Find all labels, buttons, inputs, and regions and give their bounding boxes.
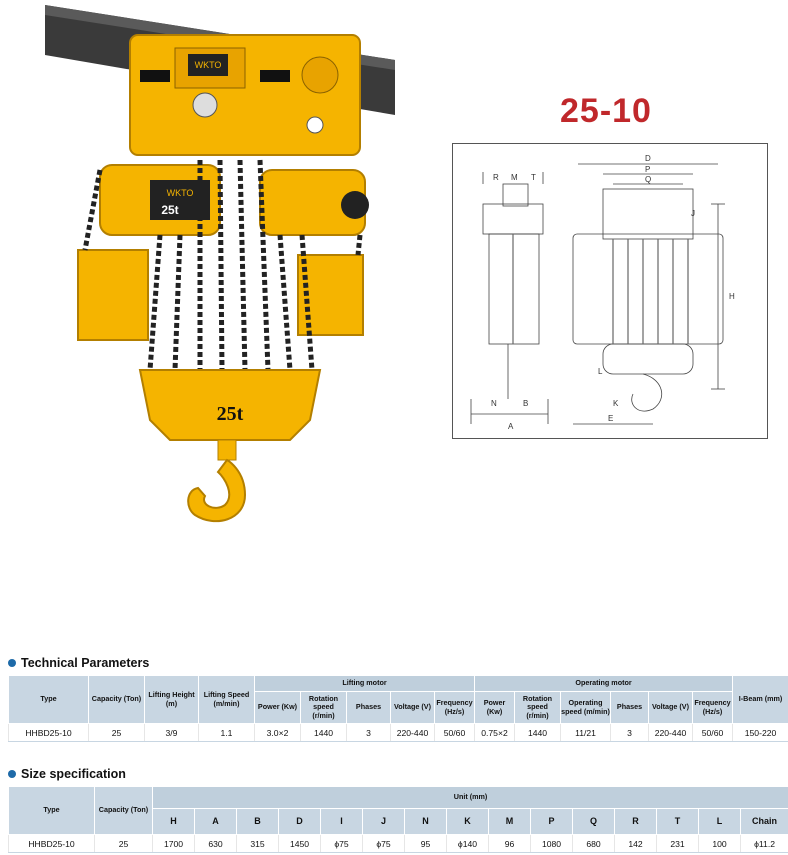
size-cell-a: 630: [195, 835, 237, 853]
size-cell-h: 1700: [153, 835, 195, 853]
bullet-icon: [8, 659, 16, 667]
cell-lm-frequency: 50/60: [435, 724, 475, 742]
size-header-k: K: [447, 809, 489, 835]
size-cell-r: 142: [615, 835, 657, 853]
dim-label-j: J: [691, 209, 695, 218]
dim-label-e: E: [608, 414, 614, 423]
size-cell-i: ϕ75: [321, 835, 363, 853]
size-specification-table: [8, 786, 788, 853]
header-lifting-speed: Lifting Speed (m/min): [199, 676, 255, 724]
table-row: [9, 724, 788, 742]
size-cell-chain: ϕ11.2: [741, 835, 788, 853]
size-header-d: D: [279, 809, 321, 835]
size-header-r: R: [615, 809, 657, 835]
header-lifting-height: Lifting Height (m): [145, 676, 199, 724]
dim-label-k: K: [613, 399, 619, 408]
header-capacity: Capacity (Ton): [89, 676, 145, 724]
cell-om-power: 0.75×2: [475, 724, 515, 742]
header-lifting-motor: Lifting motor: [255, 676, 475, 692]
size-header-h: H: [153, 809, 195, 835]
header-om-operating-speed: Operating speed (m/min): [561, 692, 611, 724]
model-title: 25-10: [560, 92, 652, 130]
dim-label-r: R: [493, 173, 499, 182]
cell-type: HHBD25-10: [9, 724, 89, 742]
table-row: [9, 835, 788, 853]
size-cell-capacity: 25: [95, 835, 153, 853]
capacity-mark-motor: 25t: [161, 203, 179, 217]
header-om-phases: Phases: [611, 692, 649, 724]
dim-label-a: A: [508, 422, 514, 431]
size-header-i: I: [321, 809, 363, 835]
cell-lifting-speed: 1.1: [199, 724, 255, 742]
header-om-voltage: Voltage (V): [649, 692, 693, 724]
capacity-mark-block: 25t: [216, 403, 244, 425]
header-type: Type: [9, 676, 89, 724]
dimension-drawing: [452, 143, 768, 439]
header-lm-phases: Phases: [347, 692, 391, 724]
size-cell-b: 315: [237, 835, 279, 853]
size-cell-k: ϕ140: [447, 835, 489, 853]
cell-lm-power: 3.0×2: [255, 724, 301, 742]
size-specification-title: Size specification: [21, 767, 126, 781]
dim-label-p: P: [645, 165, 651, 174]
size-header-capacity: Capacity (Ton): [95, 787, 153, 835]
header-om-frequency: Frequency (Hz/s): [693, 692, 733, 724]
header-lm-rotation: Rotation speed (r/min): [301, 692, 347, 724]
header-om-rotation: Rotation speed (r/min): [515, 692, 561, 724]
technical-parameters-title: Technical Parameters: [21, 656, 150, 670]
size-header-n: N: [405, 809, 447, 835]
size-cell-type: HHBD25-10: [9, 835, 95, 853]
cell-om-voltage: 220-440: [649, 724, 693, 742]
bullet-icon: [8, 770, 16, 778]
size-header-unit: Unit (mm): [153, 787, 788, 809]
nameplate-top: WKTO: [194, 60, 222, 70]
header-om-power: Power (Kw): [475, 692, 515, 724]
dim-label-n: N: [491, 399, 497, 408]
cell-lm-phases: 3: [347, 724, 391, 742]
size-cell-q: 680: [573, 835, 615, 853]
size-header-l: L: [699, 809, 741, 835]
size-header-b: B: [237, 809, 279, 835]
header-lm-power: Power (Kw): [255, 692, 301, 724]
header-lm-voltage: Voltage (V): [391, 692, 435, 724]
size-header-type: Type: [9, 787, 95, 835]
size-cell-t: 231: [657, 835, 699, 853]
size-cell-l: 100: [699, 835, 741, 853]
dim-label-d: D: [645, 154, 651, 163]
cell-lifting-height: 3/9: [145, 724, 199, 742]
size-cell-m: 96: [489, 835, 531, 853]
technical-parameters-heading: [8, 656, 149, 670]
dim-label-m: M: [511, 173, 518, 182]
size-header-m: M: [489, 809, 531, 835]
size-cell-d: 1450: [279, 835, 321, 853]
cell-om-frequency: 50/60: [693, 724, 733, 742]
cell-lm-rotation: 1440: [301, 724, 347, 742]
dim-label-t: T: [531, 173, 536, 182]
size-cell-j: ϕ75: [363, 835, 405, 853]
size-cell-n: 95: [405, 835, 447, 853]
size-cell-p: 1080: [531, 835, 573, 853]
header-operating-motor: Operating motor: [475, 676, 733, 692]
size-header-a: A: [195, 809, 237, 835]
cell-om-phases: 3: [611, 724, 649, 742]
dim-label-b: B: [523, 399, 529, 408]
size-header-chain: Chain: [741, 809, 788, 835]
hoist-photo: [40, 0, 410, 535]
size-header-j: J: [363, 809, 405, 835]
cell-lm-voltage: 220-440: [391, 724, 435, 742]
size-header-t: T: [657, 809, 699, 835]
dim-label-l: L: [598, 367, 603, 376]
cell-ibeam: 150-220: [733, 724, 788, 742]
cell-om-operating-speed: 11/21: [561, 724, 611, 742]
size-specification-heading: [8, 767, 126, 781]
technical-parameters-table: [8, 675, 788, 742]
nameplate-motor: WKTO: [166, 188, 194, 198]
dim-label-h: H: [729, 292, 735, 301]
size-header-p: P: [531, 809, 573, 835]
header-lm-frequency: Frequency (Hz/s): [435, 692, 475, 724]
dim-label-q: Q: [645, 175, 652, 184]
cell-om-rotation: 1440: [515, 724, 561, 742]
size-header-q: Q: [573, 809, 615, 835]
cell-capacity: 25: [89, 724, 145, 742]
header-ibeam: I-Beam (mm): [733, 676, 788, 724]
